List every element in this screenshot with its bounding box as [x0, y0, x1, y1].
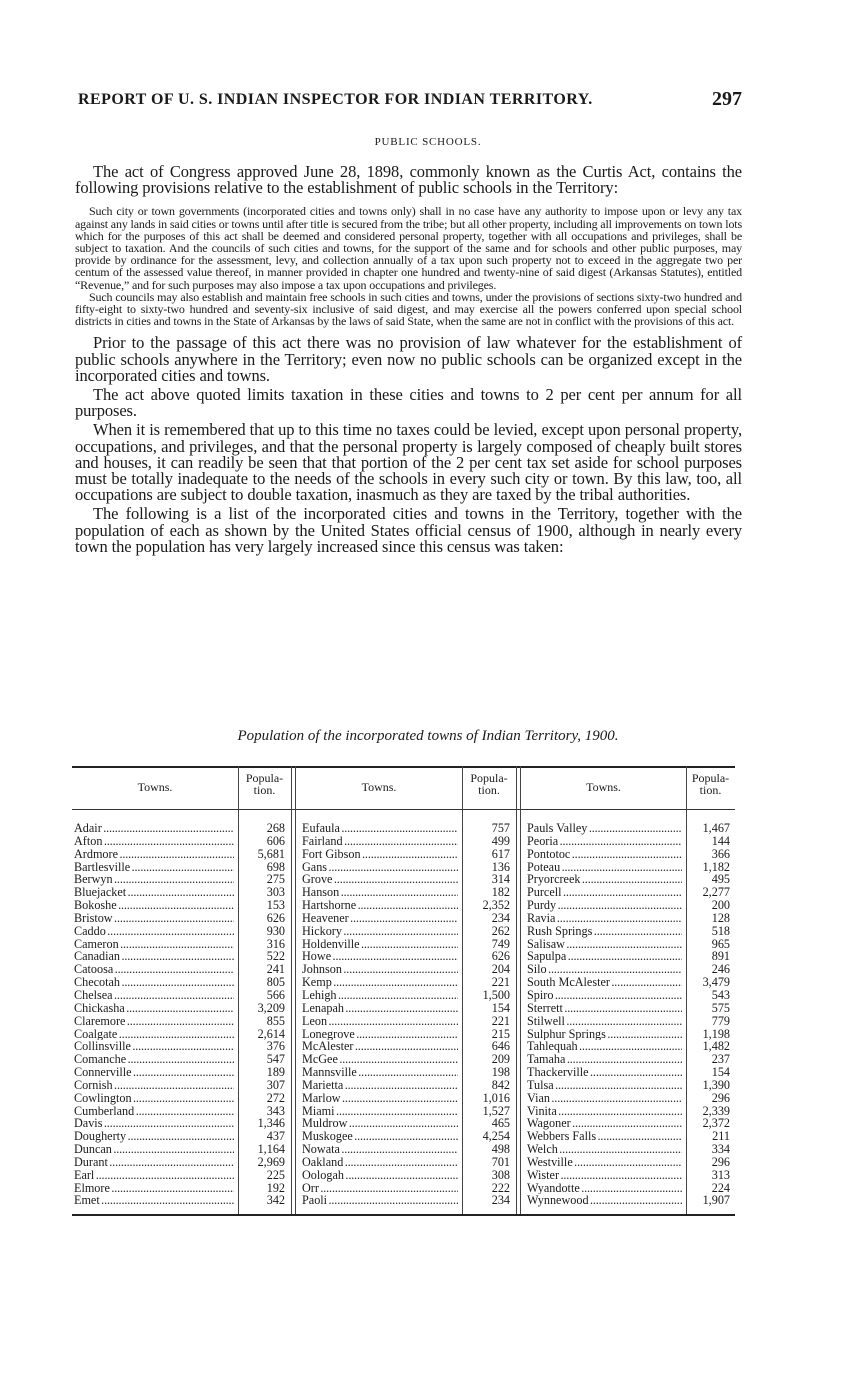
town-population: 518 — [711, 923, 730, 938]
town-name: Wagoner . . . — [527, 1117, 682, 1130]
town-population: 342 — [266, 1193, 285, 1208]
table-row — [72, 950, 735, 963]
town-name: Ravia . . . — [527, 912, 682, 925]
town-population: 225 — [266, 1167, 285, 1182]
town-population: 154 — [711, 1065, 730, 1080]
town-population: 366 — [711, 846, 730, 861]
town-population: 1,500 — [482, 987, 510, 1002]
town-name: Miami . . . — [302, 1105, 458, 1118]
town-population: 2,614 — [257, 1026, 285, 1041]
page-header — [78, 88, 742, 112]
town-name: Cumberland . . . — [74, 1105, 234, 1118]
page-number: 297 — [712, 88, 742, 110]
table-row — [72, 1092, 735, 1105]
town-population: 221 — [491, 1013, 510, 1028]
town-population: 626 — [491, 949, 510, 964]
table-row — [72, 938, 735, 951]
town-population: 224 — [711, 1180, 730, 1195]
town-population: 209 — [491, 1052, 510, 1067]
town-name: Coalgate . . . — [74, 1028, 234, 1041]
quoted-provision-1: Such city or town governments (incorporated cities and towns only) shall in no case have any authority to impose upon or levy any tax against any lands in said cities or towns until after title is secured from the tribe; but all other property, including all improvements on town lots which for the purposes of this act shall be deemed and considered personal property, together with all occupations and privileges, shall be subject to taxation. And the councils of such cities and towns, for the support of the same and for schools and other public purposes, may provide by ordinance for the assessment, levy, and collection annually of a tax upon such property not to exceed in the aggregate two per centum of the assessed value thereof, in manner provided in chapter one hundred and twenty-nine of said digest (Arkansas Statutes), entitled “Revenue,” and for such purposes may also impose a tax upon occupations and privileges. — [75, 204, 742, 292]
town-name: South McAlester . . . — [527, 976, 682, 989]
town-population: 3,209 — [257, 1000, 285, 1015]
town-population: 2,352 — [482, 898, 510, 913]
town-population: 606 — [266, 833, 285, 848]
town-population: 192 — [266, 1180, 285, 1195]
town-population: 617 — [491, 846, 510, 861]
table-row — [72, 1002, 735, 1015]
town-population: 189 — [266, 1065, 285, 1080]
town-population: 575 — [711, 1000, 730, 1015]
town-name: Chelsea . . . — [74, 989, 234, 1002]
table-body — [72, 822, 735, 1207]
town-population: 262 — [491, 923, 510, 938]
paragraph-prior-passage: Prior to the passage of this act there was no provision of law whatever for the establishment of public schools anywhere in the Territory; even now no public schools can be organized except in the incorporated cities and towns. — [75, 333, 742, 385]
town-name: Welch . . . — [527, 1143, 682, 1156]
town-name: Rush Springs . . . — [527, 925, 682, 938]
towns-header-1: Towns. — [137, 780, 173, 794]
table-bottom-rule — [72, 1214, 735, 1216]
town-name: Hanson . . . — [302, 886, 458, 899]
town-population: 1,527 — [482, 1103, 510, 1118]
paragraph-taxation-limit: The act above quoted limits taxation in these cities and towns to 2 per cent per annum for all purposes. — [75, 385, 742, 421]
town-name: Mannsville . . . — [302, 1066, 458, 1079]
town-name: Hartshorne . . . — [302, 899, 458, 912]
town-name: Bluejacket . . . — [74, 886, 234, 899]
town-name: Gans . . . — [302, 861, 458, 874]
town-name: Silo . . . — [527, 963, 682, 976]
town-population: 749 — [491, 936, 510, 951]
town-name: Fort Gibson . . . — [302, 848, 458, 861]
town-population: 566 — [266, 987, 285, 1002]
town-population: 200 — [711, 898, 730, 913]
town-name: Bristow . . . — [74, 912, 234, 925]
town-population: 1,346 — [257, 1116, 285, 1131]
population-header-line-2: tion. — [699, 783, 722, 797]
town-population: 499 — [491, 833, 510, 848]
town-name: Paoli . . . — [302, 1194, 458, 1207]
town-name: Cowlington . . . — [74, 1092, 234, 1105]
town-name: Hickory . . . — [302, 925, 458, 938]
town-population: 246 — [711, 962, 730, 977]
table-row — [72, 1015, 735, 1028]
towns-header-3: Towns. — [586, 780, 621, 794]
town-population: 303 — [266, 885, 285, 900]
town-population: 1,182 — [702, 859, 730, 874]
town-name: Elmore . . . — [74, 1182, 234, 1195]
town-population: 495 — [711, 872, 730, 887]
town-population: 1,907 — [702, 1193, 730, 1208]
town-name: Spiro . . . — [527, 989, 682, 1002]
town-population: 1,016 — [482, 1090, 510, 1105]
town-population: 2,277 — [702, 885, 730, 900]
town-name: Sapulpa . . . — [527, 950, 682, 963]
town-population: 343 — [266, 1103, 285, 1118]
population-header-3 — [686, 772, 735, 796]
town-name: Comanche . . . — [74, 1053, 234, 1066]
town-population: 779 — [711, 1013, 730, 1028]
town-name: Poteau . . . — [527, 861, 682, 874]
paragraph-double-taxation: When it is remembered that up to this time no taxes could be levied, except upon personal property, occupations, and privileges, and that the personal property is largely composed of cheaply built stores and houses, it can readily be seen that that portion of the 2 per cent tax set aside for school purposes must be totally inadequate to the needs of the schools in every such city or town. By this law, too, all occupations are subject to double taxation, inasmuch as they are taxed by the tribal authorities. — [75, 420, 742, 505]
table-row — [72, 899, 735, 912]
population-header-1 — [238, 772, 291, 796]
table-row — [72, 1117, 735, 1130]
town-name: McGee . . . — [302, 1053, 458, 1066]
town-name: Oakland . . . — [302, 1156, 458, 1169]
population-header-line-2: tion. — [253, 783, 276, 797]
town-population: 437 — [266, 1129, 285, 1144]
town-population: 842 — [491, 1077, 510, 1092]
table-row — [72, 873, 735, 886]
population-table — [72, 766, 735, 1216]
town-name: Wyandotte . . . — [527, 1182, 682, 1195]
population-header-2 — [462, 772, 516, 796]
town-population: 234 — [491, 910, 510, 925]
table-row — [72, 1169, 735, 1182]
table-row — [72, 1028, 735, 1041]
town-name: Pryorcreek . . . — [527, 873, 682, 886]
table-top-rule — [72, 766, 735, 768]
town-population: 182 — [491, 885, 510, 900]
table-row — [72, 848, 735, 861]
town-population: 1,198 — [702, 1026, 730, 1041]
town-population: 154 — [491, 1000, 510, 1015]
town-population: 128 — [711, 910, 730, 925]
town-name: Catoosa . . . — [74, 963, 234, 976]
town-name: Webbers Falls . . . — [527, 1130, 682, 1143]
table-row — [72, 1053, 735, 1066]
town-name: Connerville . . . — [74, 1066, 234, 1079]
town-population: 543 — [711, 987, 730, 1002]
table-row — [72, 886, 735, 899]
town-name: Collinsville . . . — [74, 1040, 234, 1053]
town-population: 626 — [266, 910, 285, 925]
town-population: 313 — [711, 1167, 730, 1182]
table-row — [72, 822, 735, 835]
town-population: 522 — [266, 949, 285, 964]
town-name: Pontotoc . . . — [527, 848, 682, 861]
town-name: Stilwell . . . — [527, 1015, 682, 1028]
table-row — [72, 1143, 735, 1156]
town-population: 241 — [266, 962, 285, 977]
town-population: 2,372 — [702, 1116, 730, 1131]
town-population: 272 — [266, 1090, 285, 1105]
town-population: 805 — [266, 975, 285, 990]
town-name: Muldrow . . . — [302, 1117, 458, 1130]
table-row — [72, 1130, 735, 1143]
table-row — [72, 963, 735, 976]
population-header-line-1: Popula- — [245, 771, 284, 785]
town-population: 308 — [491, 1167, 510, 1182]
town-name: Berwyn . . . — [74, 873, 234, 886]
town-population: 211 — [712, 1129, 730, 1144]
town-population: 1,482 — [702, 1039, 730, 1054]
town-population: 891 — [711, 949, 730, 964]
town-name: Earl . . . — [74, 1169, 234, 1182]
table-row — [72, 1105, 735, 1118]
town-name: Emet . . . — [74, 1194, 234, 1207]
town-population: 376 — [266, 1039, 285, 1054]
town-population: 465 — [491, 1116, 510, 1131]
town-name: Sulphur Springs . . . — [527, 1028, 682, 1041]
town-name: Chickasha . . . — [74, 1002, 234, 1015]
town-name: Nowata . . . — [302, 1143, 458, 1156]
town-name: Bokoshe . . . — [74, 899, 234, 912]
town-name: Cornish . . . — [74, 1079, 234, 1092]
table-row — [72, 1066, 735, 1079]
town-name: Cameron . . . — [74, 938, 234, 951]
running-title: REPORT OF U. S. INDIAN INSPECTOR FOR INDIAN TERRITORY. — [78, 91, 593, 108]
town-name: Thackerville . . . — [527, 1066, 682, 1079]
town-population: 547 — [266, 1052, 285, 1067]
table-row — [72, 1156, 735, 1169]
town-population: 4,254 — [482, 1129, 510, 1144]
town-population: 307 — [266, 1077, 285, 1092]
town-population: 221 — [491, 975, 510, 990]
towns-header-2: Towns. — [361, 780, 397, 794]
town-name: Johnson . . . — [302, 963, 458, 976]
town-population: 296 — [711, 1154, 730, 1169]
population-header-line-2: tion. — [478, 783, 500, 797]
town-name: Lonegrove . . . — [302, 1028, 458, 1041]
town-population: 701 — [491, 1154, 510, 1169]
town-name: Purdy . . . — [527, 899, 682, 912]
section-title: PUBLIC SCHOOLS. — [374, 136, 482, 148]
table-row — [72, 912, 735, 925]
town-name: Checotah . . . — [74, 976, 234, 989]
town-name: Leon . . . — [302, 1015, 458, 1028]
table-row — [72, 1194, 735, 1207]
town-name: Kemp . . . — [302, 976, 458, 989]
town-name: Holdenville . . . — [302, 938, 458, 951]
town-name: Davis . . . — [74, 1117, 234, 1130]
town-population: 316 — [266, 936, 285, 951]
town-name: Muskogee . . . — [302, 1130, 458, 1143]
town-name: Howe . . . — [302, 950, 458, 963]
table-caption: Population of the incorporated towns of Indian Territory, 1900. — [237, 728, 619, 744]
town-population: 855 — [266, 1013, 285, 1028]
town-name: Heavener . . . — [302, 912, 458, 925]
town-population: 698 — [266, 859, 285, 874]
town-name: Claremore . . . — [74, 1015, 234, 1028]
town-name: Salisaw . . . — [527, 938, 682, 951]
town-name: Purcell . . . — [527, 886, 682, 899]
town-population: 5,681 — [257, 846, 285, 861]
town-population: 3,479 — [702, 975, 730, 990]
town-population: 296 — [711, 1090, 730, 1105]
town-population: 1,467 — [702, 821, 730, 835]
town-name: Westville . . . — [527, 1156, 682, 1169]
town-name: Marietta . . . — [302, 1079, 458, 1092]
town-population: 930 — [266, 923, 285, 938]
town-name: Wynnewood . . . — [527, 1194, 682, 1207]
town-name: Lehigh . . . — [302, 989, 458, 1002]
table-row — [72, 989, 735, 1002]
town-name: Marlow . . . — [302, 1092, 458, 1105]
table-header-rule — [72, 809, 735, 810]
town-name: Fairland . . . — [302, 835, 458, 848]
town-name: Peoria . . . — [527, 835, 682, 848]
town-population: 314 — [491, 872, 510, 887]
town-name: Tulsa . . . — [527, 1079, 682, 1092]
town-name: Orr . . . — [302, 1182, 458, 1195]
town-name: Bartlesville . . . — [74, 861, 234, 874]
table-row — [72, 1040, 735, 1053]
town-population: 1,164 — [257, 1142, 285, 1157]
town-population: 136 — [491, 859, 510, 874]
quoted-provision-2: Such councils may also establish and maintain free schools in such cities and towns, under the provisions of sections sixty-two hundred and fifty-eight to sixty-two hundred and seventy-six inclusive of said digest, and may exercise all the powers conferred upon special school districts in cities and towns in the State of Arkansas by the laws of said State, when the same are not in conflict with the provisions of this act. — [75, 289, 742, 329]
population-header-line-1: Popula- — [691, 771, 730, 785]
town-name: Dougherty . . . — [74, 1130, 234, 1143]
town-population: 268 — [266, 821, 285, 835]
town-population: 498 — [491, 1142, 510, 1157]
table-row — [72, 861, 735, 874]
paragraph-intro: The act of Congress approved June 28, 1898, commonly known as the Curtis Act, contains the following provisions relative to the establishment of public schools in the Territory: — [75, 162, 742, 198]
town-population: 234 — [491, 1193, 510, 1208]
town-name: Wister . . . — [527, 1169, 682, 1182]
town-name: Tahlequah . . . — [527, 1040, 682, 1053]
town-name: McAlester . . . — [302, 1040, 458, 1053]
table-row — [72, 976, 735, 989]
town-population: 2,969 — [257, 1154, 285, 1169]
table-row — [72, 1079, 735, 1092]
town-name: Adair . . . — [74, 822, 234, 835]
town-name: Pauls Valley . . . — [527, 822, 682, 835]
paragraph-town-list-intro: The following is a list of the incorporated cities and towns in the Territory, together with the population of each as shown by the United States official census of 1900, although in nearly every town the population has very largely increased since this census was taken: — [75, 504, 742, 556]
table-row — [72, 1182, 735, 1195]
town-population: 334 — [711, 1142, 730, 1157]
town-population: 646 — [491, 1039, 510, 1054]
town-population: 144 — [711, 833, 730, 848]
town-name: Oologah . . . — [302, 1169, 458, 1182]
town-population: 153 — [266, 898, 285, 913]
town-name: Lenapah . . . — [302, 1002, 458, 1015]
town-name: Caddo . . . — [74, 925, 234, 938]
town-name: Ardmore . . . — [74, 848, 234, 861]
town-name: Tamaha . . . — [527, 1053, 682, 1066]
town-population: 965 — [711, 936, 730, 951]
table-row — [72, 925, 735, 938]
town-population: 2,339 — [702, 1103, 730, 1118]
table-row — [72, 835, 735, 848]
town-population: 204 — [491, 962, 510, 977]
town-population: 198 — [491, 1065, 510, 1080]
town-name: Sterrett . . . — [527, 1002, 682, 1015]
town-population: 275 — [266, 872, 285, 887]
town-name: Eufaula . . . — [302, 822, 458, 835]
town-name: Canadian . . . — [74, 950, 234, 963]
town-population: 1,390 — [702, 1077, 730, 1092]
body-text — [75, 164, 742, 555]
town-name: Durant . . . — [74, 1156, 234, 1169]
population-header-line-1: Popula- — [470, 771, 508, 785]
town-name: Vian . . . — [527, 1092, 682, 1105]
town-name: Vinita . . . — [527, 1105, 682, 1118]
town-population: 237 — [711, 1052, 730, 1067]
town-name: Grove . . . — [302, 873, 458, 886]
town-name: Duncan . . . — [74, 1143, 234, 1156]
town-population: 215 — [491, 1026, 510, 1041]
town-name: Afton . . . — [74, 835, 234, 848]
town-population: 757 — [491, 821, 510, 835]
town-population: 222 — [491, 1180, 510, 1195]
